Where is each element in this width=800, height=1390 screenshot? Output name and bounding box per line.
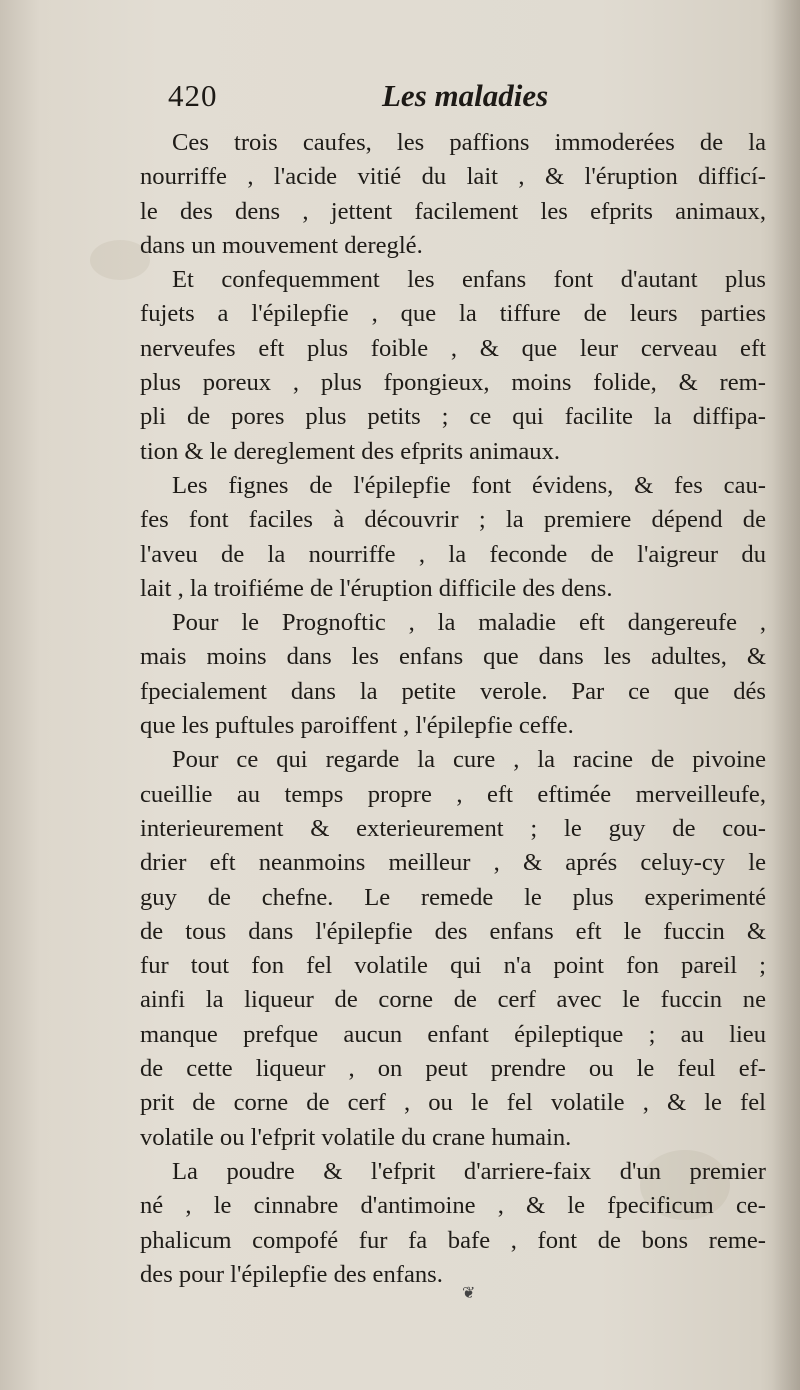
text-line: interieurement & exterieurement ; le guy de cou- <box>140 814 766 842</box>
text-line: tion & le dereglement des efprits animaux. <box>140 437 561 465</box>
text-line: nerveufes eft plus foible , & que leur cerveau eft <box>140 334 766 362</box>
text-line: l'aveu de la nourriffe , la feconde de l'aigreur du <box>140 540 766 568</box>
text-line: de cette liqueur , on peut prendre ou le feul ef- <box>140 1055 766 1083</box>
text-line: volatile ou l'efprit volatile du crane humain. <box>140 1123 572 1151</box>
text-line: Ces trois caufes, les paffions immoderées de la <box>172 129 766 156</box>
text-line: La poudre & l'efprit d'arriere-faix d'un premier <box>172 1157 766 1185</box>
text-line: manque prefque aucun enfant épileptique ; au lieu <box>140 1020 766 1048</box>
text-line: guy de chefne. Le remede le plus experimenté <box>140 883 766 911</box>
text-line: des pour l'épilepfie des enfans. <box>140 1260 443 1288</box>
text-line: né , le cinnabre d'antimoine , & le fpecificum ce- <box>140 1192 766 1220</box>
text-line: mais moins dans les enfans que dans les adultes, & <box>140 643 766 671</box>
body-text <box>140 126 766 1292</box>
page-number: 420 <box>168 78 218 113</box>
page-header <box>168 78 588 118</box>
text-line: le des dens , jettent facilement les efprits animaux, <box>140 197 766 225</box>
text-line: phalicum compofé fur fa bafe , font de bons reme- <box>140 1226 766 1254</box>
text-line: fpecialement dans la petite verole. Par ce que dés <box>140 677 766 705</box>
text-line: Les fignes de l'épilepfie font évidens, & fes cau- <box>172 471 766 499</box>
text-line: drier eft neanmoins meilleur , & aprés celuy-cy le <box>140 849 766 877</box>
text-line: prit de corne de cerf , ou le fel volatile , & le fel <box>140 1089 766 1117</box>
text-line: pli de pores plus petits ; ce qui facilite la diffipa- <box>140 403 766 431</box>
text-line: de tous dans l'épilepfie des enfans eft le fuccin & <box>140 917 766 945</box>
text-line: que les puftules paroiffent , l'épilepfie ceffe. <box>140 712 574 740</box>
text-line: fur tout fon fel volatile qui n'a point fon pareil ; <box>140 952 766 980</box>
text-line: fes font faciles à découvrir ; la premiere dépend de <box>140 506 766 534</box>
text-line: fujets a l'épilepfie , que la tiffure de leurs parties <box>140 300 766 328</box>
text-line: Pour le Prognoftic , la maladie eft dangereufe , <box>172 609 766 637</box>
printer-mark-icon: ❦ <box>462 1283 476 1302</box>
text-line: lait , la troifiéme de l'éruption difficile des dens. <box>140 574 613 602</box>
text-line: Pour ce qui regarde la cure , la racine de pivoine <box>172 746 766 774</box>
text-line: dans un mouvement dereglé. <box>140 231 423 259</box>
text-line: cueillie au temps propre , eft eftimée merveilleufe, <box>140 780 766 808</box>
running-title: Les maladies <box>382 78 549 113</box>
text-line: ainfi la liqueur de corne de cerf avec le fuccin ne <box>140 986 766 1014</box>
text-line: Et confequemment les enfans font d'autant plus <box>172 266 766 294</box>
text-line: nourriffe , l'acide vitié du lait , & l'éruption difficí- <box>140 163 766 191</box>
text-line: plus poreux , plus fpongieux, moins folide, & rem- <box>140 369 766 397</box>
